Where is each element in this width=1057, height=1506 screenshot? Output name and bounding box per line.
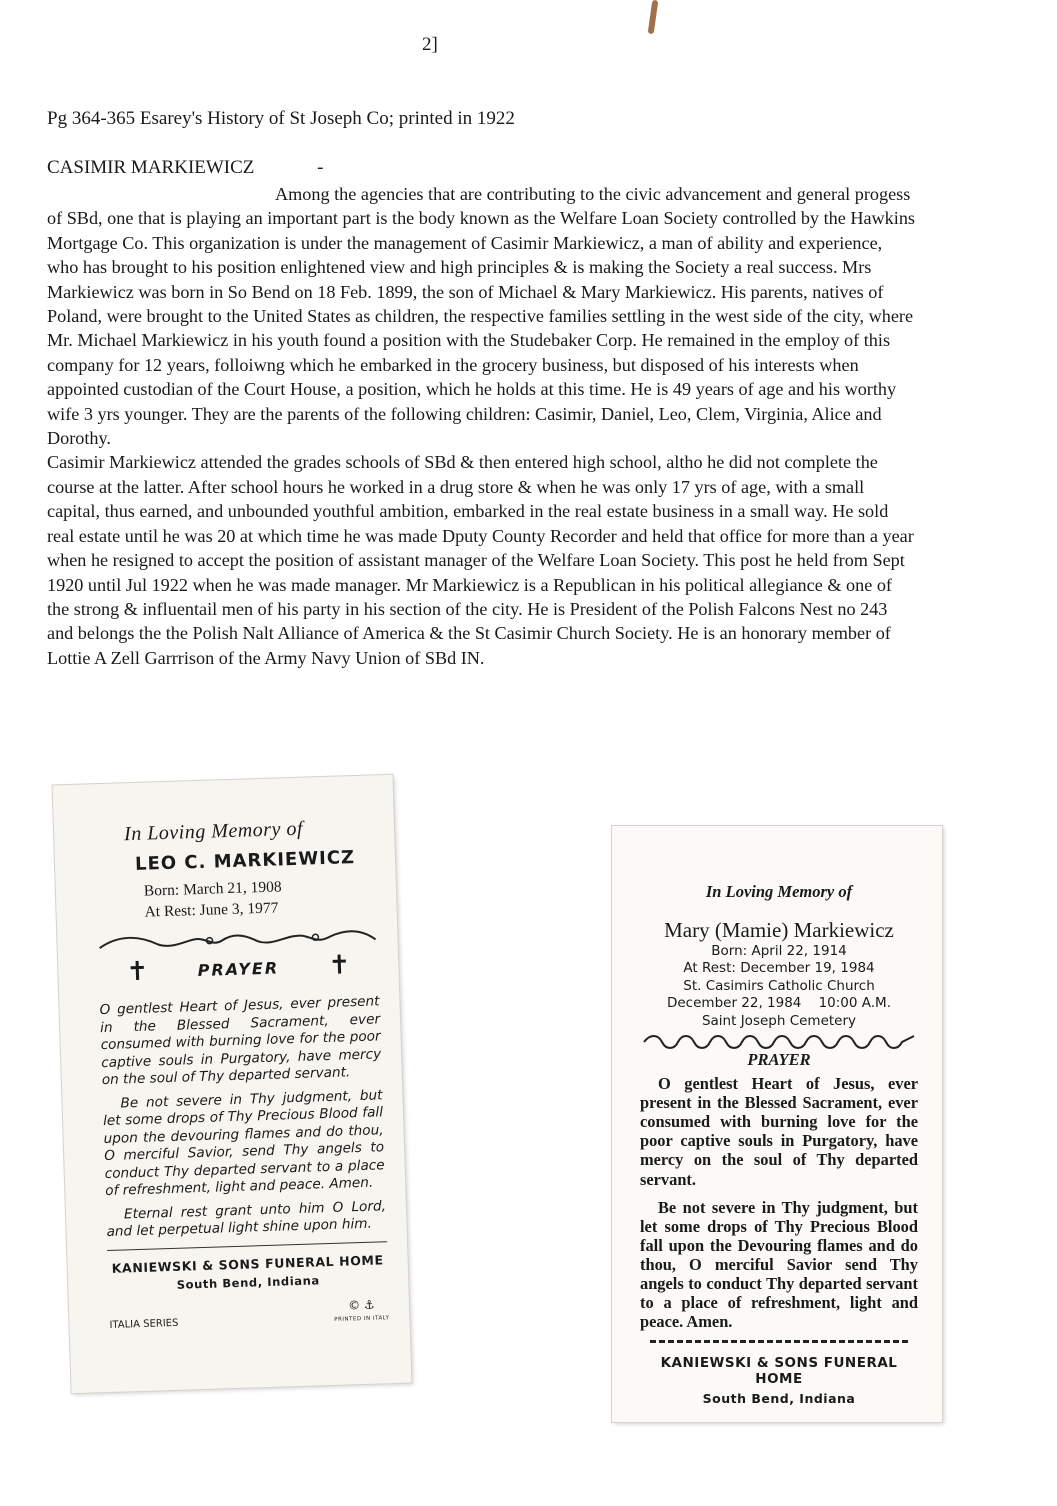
leo-prayer-p3: Eternal rest grant unto him O Lord, and let perpetual light shine upon him.	[106, 1197, 387, 1241]
mary-prayer	[640, 1074, 918, 1331]
leo-city: South Bend, Indiana	[176, 1272, 320, 1292]
leo-prayer-title: PRAYER	[197, 957, 280, 980]
leo-prayer-header	[126, 950, 351, 987]
printer-mark	[334, 1297, 390, 1324]
memorial-card-leo	[53, 775, 412, 1393]
copyright-icon: © ⚓	[347, 1297, 375, 1312]
mary-city: South Bend, Indiana	[702, 1391, 856, 1407]
leo-born: Born: March 21, 1908	[143, 878, 282, 900]
mary-church: St. Casimirs Catholic Church	[683, 977, 875, 994]
cross-icon: ✝	[328, 950, 351, 980]
paragraph-1: Among the agencies that are contributing to the civic advancement and general progess of SBd, one that is playing an important part is the body known as the Welfare Loan Society controlled by the Hawkins Mortgage Co. This organization is under the management of Casimir Markiewicz, a man of ability and experience, who has brought to his position enlightened view and high principles & is making the Society a real success. Mrs Markiewicz was born in So Bend on 18 Feb. 1899, the son of Michael & Mary Markiewicz. His parents, natives of Poland, were brought to the United States as children, the respective families settling in the west side of the city, where Mr. Michael Markiewicz in his youth found a position with the Studebaker Corp. He remained in the employ of this company for 12 years, folloiwng which he embarked in the grocery business, but disposed of his interests when appointed custodian of the Court House, a position, which he holds at this time. He is 49 years of age and his worthy wife 3 yrs younger. They are the parents of the following children: Casimir, Daniel, Leo, Clem, Virginia, Alice and Dorothy.	[47, 184, 915, 449]
mary-prayer-p2: Be not severe in Thy judgment, but let some drops of Thy Precious Blood fall upon the Devouring flames and do thou, O merciful Savior send Thy angels to conduct Thy departed servant to a place of refreshment, light and peace. Amen.	[640, 1197, 918, 1332]
leo-card-name: LEO C. MARKIEWICZ	[134, 847, 356, 875]
leo-card-title: In Loving Memory of	[123, 817, 304, 846]
wave-ornament	[640, 1034, 920, 1050]
leo-rest: At Rest: June 3, 1977	[144, 899, 279, 921]
heading	[47, 157, 324, 179]
memorial-card-mary	[612, 826, 942, 1422]
mary-cemetery: Saint Joseph Cemetery	[701, 1012, 857, 1029]
leo-funeral-home: KANIEWSKI & SONS FUNERAL HOME	[111, 1251, 384, 1276]
mary-born: Born: April 22, 1914	[711, 943, 847, 959]
leo-prayer-p1: O gentlest Heart of Jesus, ever present in the Blessed Sacrament, ever consumed with burning love for the poor captive souls in Purgatory, have mercy on the soul of Thy departed servant.	[99, 993, 382, 1089]
scroll-ornament	[97, 923, 378, 954]
body-text	[47, 182, 915, 670]
mary-card-name: Mary (Mamie) Markiewicz	[664, 918, 894, 942]
leo-card-footer	[109, 1297, 390, 1331]
leo-prayer-p2: Be not severe in Thy judgment, but let some drops of Thy Precious Blood fall upon the devouring flames and do thou, O merciful Savior, send Thy angels to conduct Thy departed servant to a place of refreshment, light and peace. Amen.	[102, 1086, 385, 1200]
heading-dash: -	[317, 157, 324, 178]
citation: Pg 364-365 Esarey's History of St Joseph Co; printed in 1922	[47, 108, 515, 129]
mary-prayer-title: PRAYER	[747, 1050, 811, 1070]
cross-icon: ✝	[125, 956, 149, 987]
mary-card-title: In Loving Memory of	[705, 882, 853, 901]
mary-details	[640, 943, 918, 1030]
divider	[107, 1241, 387, 1251]
mary-rest: At Rest: December 19, 1984	[683, 960, 875, 977]
series-label: ITALIA SERIES	[109, 1317, 179, 1331]
mary-prayer-p1: O gentlest Heart of Jesus, ever present in the Blessed Sacrament, ever consumed with burning love for the poor captive souls in Purgatory, have mercy on the soul of Thy departed servant.	[640, 1074, 918, 1189]
page-number: 2]	[422, 34, 438, 55]
ink-mark	[648, 0, 659, 34]
mary-funeral-home: KANIEWSKI & SONS FUNERAL HOME	[660, 1355, 898, 1388]
printed-label: PRINTED IN ITALY	[334, 1314, 390, 1323]
paragraph-2: Casimir Markiewicz attended the grades schools of SBd & then entered high school, altho he did not complete the course at the latter. After school hours he worked in a drug store & when he was only 17 yrs of age, with a small capital, thus earned, and unbounded youthful ambition, embarked in the real estate business in a small way. He sold real estate until he was 20 at which time he was made Dputy County Recorder and held that office for more than a year when he resigned to accept the position of assistant manager of the Welfare Loan Society. This post he held from Sept 1920 until Jul 1922 when he was made manager. Mr Markiewicz is a Republican in his political allegiance & one of the strong & influentail men of his party in his section of the city. He is President of the Polish Falcons Nest no 243 and belongs the the Polish Nalt Alliance of America & the St Casimir Church Society. He is an honorary member of Lottie A Zell Garrrison of the Army Navy Union of SBd IN.	[47, 452, 914, 668]
mary-service-date: December 22, 1984 10:00 A.M.	[666, 995, 891, 1012]
dashed-divider	[650, 1340, 908, 1343]
leo-prayer	[99, 993, 386, 1241]
heading-name: CASIMIR MARKIEWICZ	[47, 157, 255, 178]
